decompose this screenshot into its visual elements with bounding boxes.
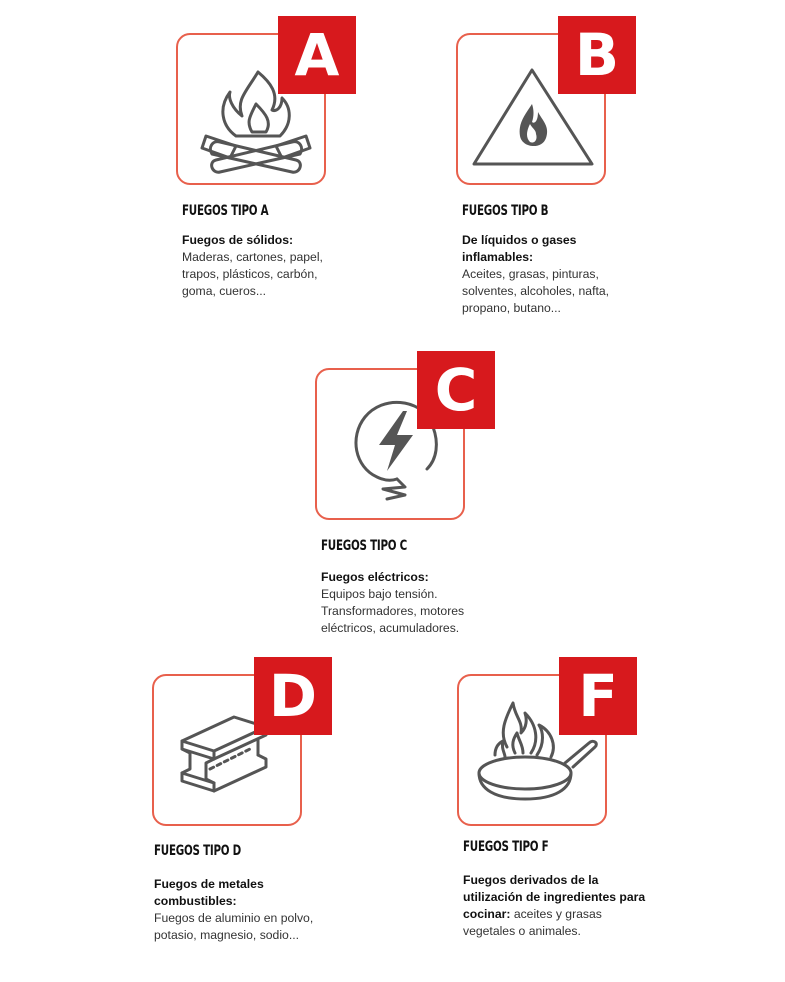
desc-bold: Fuegos derivados de la utilización de ingredientes para cocinar: — [463, 873, 646, 921]
desc-text: Equipos bajo tensión. Transformadores, motores eléctricos, acumuladores. — [321, 587, 465, 635]
card-title: FUEGOS TIPO C — [321, 538, 407, 554]
desc-text: aceites y grasas vegetales o animales. — [463, 907, 602, 938]
desc-text: Fuegos de aluminio en polvo, potasio, magnesio, sodio... — [154, 911, 314, 942]
letter-badge: A — [278, 16, 356, 94]
card-description — [463, 872, 648, 940]
desc-bold: Fuegos de metales combustibles: — [154, 877, 264, 908]
desc-text: Aceites, grasas, pinturas, solventes, alcoholes, nafta, propano, butano... — [462, 267, 610, 315]
card-description — [182, 232, 352, 300]
desc-bold: Fuegos de sólidos: — [182, 233, 294, 247]
card-title: FUEGOS TIPO A — [182, 203, 269, 219]
desc-bold: De líquidos o gases inflamables: — [462, 233, 577, 264]
card-title: FUEGOS TIPO D — [154, 843, 241, 859]
letter-badge: B — [558, 16, 636, 94]
desc-text: Maderas, cartones, papel, trapos, plásticos, carbón, goma, cueros... — [182, 250, 323, 298]
card-description — [462, 232, 637, 317]
card-description — [154, 876, 354, 944]
desc-bold: Fuegos eléctricos: — [321, 570, 429, 584]
letter-badge: F — [559, 657, 637, 735]
letter-badge: D — [254, 657, 332, 735]
card-description — [321, 569, 491, 637]
card-title: FUEGOS TIPO F — [463, 839, 549, 855]
card-title: FUEGOS TIPO B — [462, 203, 549, 219]
letter-badge: C — [417, 351, 495, 429]
